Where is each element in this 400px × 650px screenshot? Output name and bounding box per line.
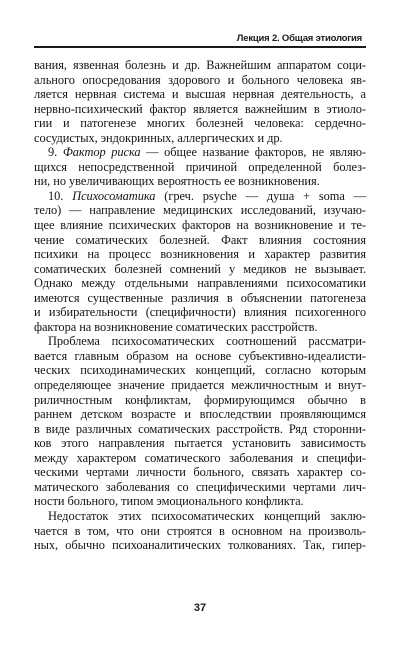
text-line: чается в том, что они строятся в основном на произволь- [34, 523, 366, 538]
running-header-title: Лекция 2. Общая этиология [236, 33, 362, 44]
text-line: определяющее значение придается межличностным и внут- [34, 378, 366, 393]
text-line: ческими чертами личности больного, связать характер со- [34, 465, 366, 480]
page-number: 37 [193, 602, 207, 614]
running-header [34, 30, 366, 48]
text-line: ков этого направления пытается установить зависимость [34, 436, 366, 451]
text-line: матического заболевания со специфическими чертами лич- [34, 479, 366, 494]
text-line: соматических болезней сомнений у медиков не вызывает. [34, 261, 366, 276]
text-line: Проблема психосоматических соотношений рассматри- [48, 334, 366, 349]
text-line: между характером соматического заболевания и специфи- [34, 450, 366, 465]
paragraph [34, 58, 366, 145]
text-line: психики на процесс возникновения и характер развития [34, 247, 366, 262]
body-text [34, 58, 366, 553]
text-line: риличностным конфликтам, формирующимся обычно в [34, 392, 366, 407]
text-line: щее влияние психических факторов на возникновение и те- [34, 218, 366, 233]
text-line: чение соматических болезней. Факт влияния состояния [34, 232, 366, 247]
paragraph [34, 334, 366, 509]
text-line: гии и патогенезе многих болезней человека: сердечно- [34, 116, 366, 131]
text-line: Недостаток этих психосоматических концепций заклю- [48, 508, 366, 523]
text-line: ческих психодинамических концепций, согласно которым [34, 363, 366, 378]
text-line: щихся непосредственной причиной определенной болез- [34, 159, 366, 174]
text-fragment: (греч. psyche — душа + soma — [155, 188, 366, 203]
text-line: тело) — направление медицинских исследований, изучаю- [34, 203, 366, 218]
text-line: ности больного, типом эмоционального конфликта. [34, 494, 304, 509]
text-line [34, 145, 366, 160]
text-line: имеются существенные различия в объяснении патогенеза [34, 290, 366, 305]
text-line: в виде различных соматических расстройств. Ряд сторонни- [34, 421, 366, 436]
text-fragment: — общее название факторов, не являю- [140, 145, 366, 160]
text-line: ных, обычно психоаналитических толкованиях. Так, гипер- [34, 538, 366, 553]
text-line: фактора на возникновение соматических расстройств. [34, 319, 318, 334]
paragraph [34, 509, 366, 553]
text-line: ляется нервная система и высшая нервная деятельность, а [34, 87, 366, 102]
paragraph [34, 145, 366, 189]
term: Психосоматика [72, 188, 156, 203]
text-line: вается главным образом на основе субъективно-идеалисти- [34, 348, 366, 363]
text-line [34, 189, 366, 204]
text-line: и избирательности (специфичности) влияния психогенного [34, 305, 366, 320]
text-line: ального опосредования здорового и больного человека яв- [34, 72, 366, 87]
text-line: вания, язвенная болезнь и др. Важнейшим аппаратом соци- [34, 58, 366, 72]
text-line: раннем детском возрасте и впоследствии проявляющимся [34, 407, 366, 422]
item-number: 9. [48, 145, 58, 160]
text-line: нервно-психический фактор является важнейшим в этиоло- [34, 101, 366, 116]
term: Фактор риска [62, 145, 141, 160]
paragraph [34, 189, 366, 334]
text-line: сосудистых, эндокринных, аллергических и др. [34, 130, 283, 145]
text-line: ни, но увеличивающих вероятность ее возникновения. [34, 174, 320, 189]
text-line: Однако между отдельными направлениями психосоматики [34, 276, 366, 291]
item-number: 10. [48, 188, 64, 203]
